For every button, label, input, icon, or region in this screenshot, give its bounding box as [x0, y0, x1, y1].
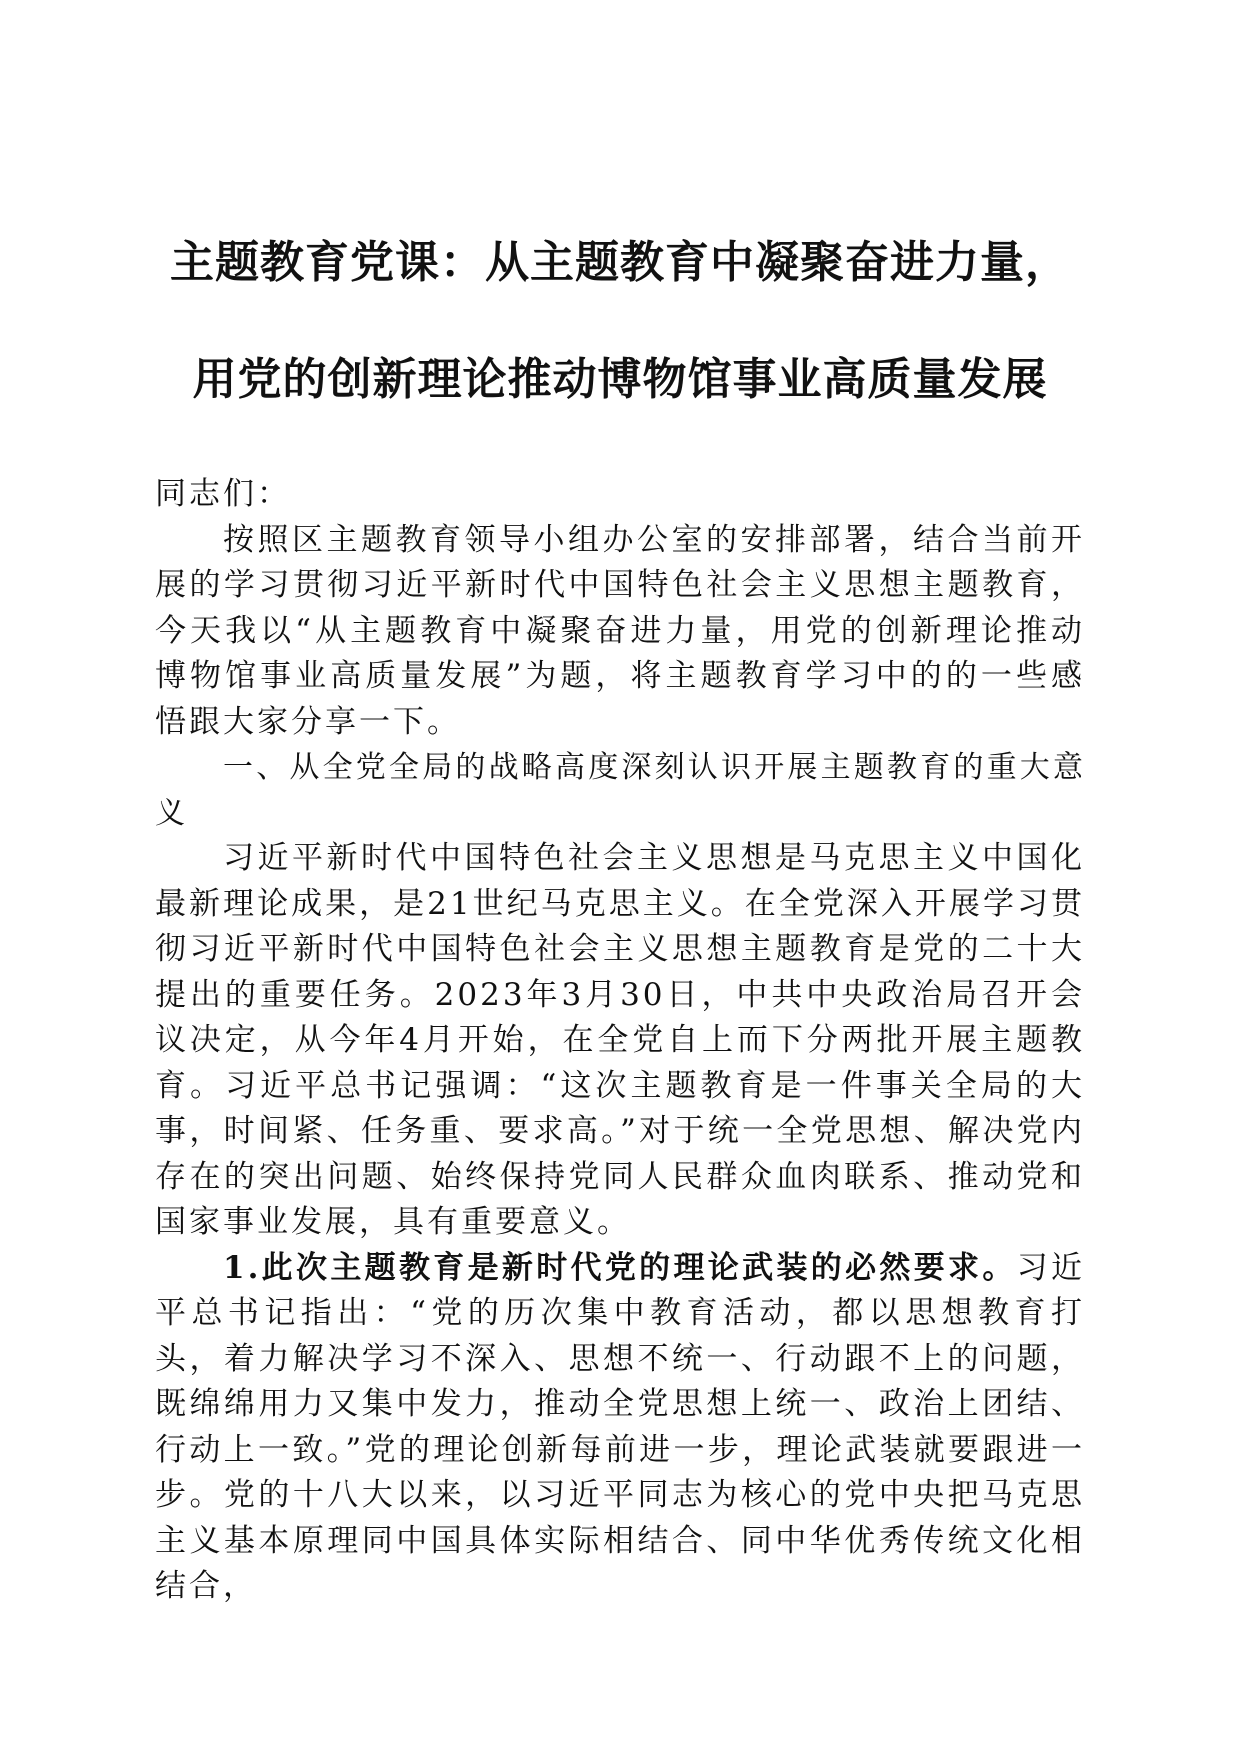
section-1-paragraph: 习近平新时代中国特色社会主义思想是马克思主义中国化最新理论成果，是21世纪马克思主义。在全党深入开展学习贯彻习近平新时代中国特色社会主义思想主题教育是党的二十大提出的重要任务。2023年3月30日，中共中央政治局召开会议决定，从今年4月开始，在全党自上而下分两批开展主题教育。习近平总书记强调：“这次主题教育是一件事关全局的大事，时间紧、任务重、要求高。”对于统一全党思想、解决党内存在的突出问题、始终保持党同人民群众血肉联系、推动党和国家事业发展，具有重要意义。	[155, 840, 1085, 1240]
document-body	[155, 472, 1085, 1610]
document-title-line-2: 用党的创新理论推动博物馆事业高质量发展	[192, 354, 1048, 405]
salutation: 同志们：	[155, 476, 291, 512]
point-1-paragraph	[155, 1246, 1085, 1610]
point-1-text: 习近平总书记指出：“党的历次集中教育活动，都以思想教育打头，着力解决学习不深入、思想不统一、行动跟不上的问题，既绵绵用力又集中发力，推动全党思想上统一、政治上团结、行动上一致。”党的理论创新每前进一步，理论武装就要跟进一步。党的十八大以来，以习近平同志为核心的党中央把马克思主义基本原理同中国具体实际相结合、同中华优秀传统文化相结合，	[155, 1249, 1085, 1604]
point-1-lead: 1.此次主题教育是新时代党的理论武装的必然要求。	[223, 1249, 1017, 1286]
document-title-line-1: 主题教育党课：从主题教育中凝聚奋进力量，	[170, 237, 1070, 288]
section-1-heading: 一、从全党全局的战略高度深刻认识开展主题教育的重大意义	[155, 750, 1085, 831]
intro-paragraph: 按照区主题教育领导小组办公室的安排部署，结合当前开展的学习贯彻习近平新时代中国特色社会主义思想主题教育，今天我以“从主题教育中凝聚奋进力量，用党的创新理论推动博物馆事业高质量发展”为题，将主题教育学习中的的一些感悟跟大家分享一下。	[155, 521, 1085, 740]
